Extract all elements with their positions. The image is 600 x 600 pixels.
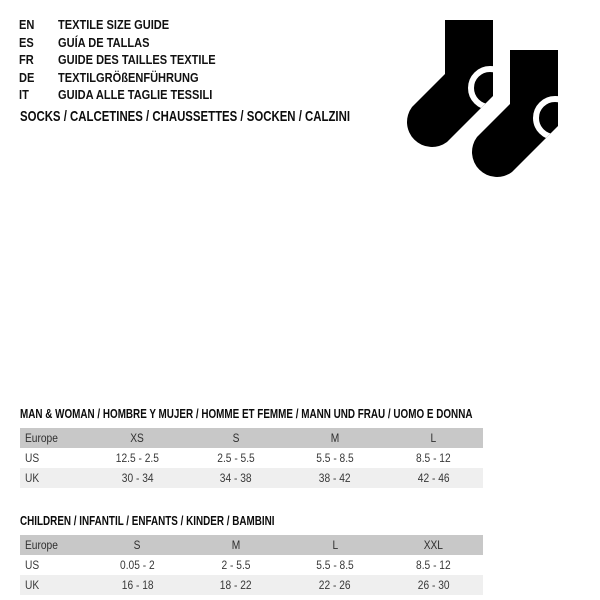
header-cell-region: Europe [25,431,58,445]
row-label: UK [25,471,40,485]
header-cell-size: S [133,538,141,552]
language-label: GUÍA DE TALLAS [58,34,150,50]
size-cell: 2 - 5.5 [221,558,251,572]
size-cell: 0.05 - 2 [120,558,155,572]
language-row-fr [19,51,243,69]
table-row-uk [20,468,483,488]
table-man-woman-title: MAN & WOMAN / HOMBRE Y MUJER / HOMME ET FEMME / MANN UND FRAU / UOMO E DONNA [20,406,473,421]
table-children-grid [20,535,483,595]
row-label: US [25,558,40,572]
table-children [20,514,483,595]
size-cell: 18 - 22 [220,578,252,592]
table-header-row [20,428,483,448]
language-row-en [19,16,243,34]
language-code: IT [19,87,29,102]
size-cell: 5.5 - 8.5 [316,451,354,465]
size-cell: 30 - 34 [121,471,154,485]
header-cell-size: L [430,431,437,445]
header-cell-size: M [330,431,340,445]
language-list [19,16,243,104]
table-row-uk [20,575,483,595]
header-cell-region: Europe [25,538,58,552]
table-row-us [20,448,483,468]
category-title: SOCKS / CALCETINES / CHAUSSETTES / SOCKEN / CALZINI [20,108,350,125]
header-cell-size: L [332,538,338,552]
size-cell: 5.5 - 8.5 [316,558,354,572]
language-code: FR [19,52,34,67]
size-cell: 8.5 - 12 [416,451,451,465]
language-code: EN [19,17,35,32]
language-code: DE [19,69,35,85]
size-cell: 2.5 - 5.5 [217,451,255,465]
socks-icon [400,0,580,200]
header-cell-size: XS [130,431,145,445]
table-header-row [20,535,483,555]
header-cell-size: XXL [423,538,444,552]
size-cell: 26 - 30 [417,578,450,592]
language-row-es [19,34,243,52]
table-row-us [20,555,483,575]
language-label: TEXTILE SIZE GUIDE [58,17,170,32]
language-label: TEXTILGRÖßENFÜHRUNG [58,69,199,85]
table-children-title: CHILDREN / INFANTIL / ENFANTS / KINDER / BAMBINI [20,513,275,528]
language-label: GUIDA ALLE TAGLIE TESSILI [58,87,213,102]
header-cell-size: S [232,431,240,445]
row-label: US [25,451,40,465]
table-man-woman [20,407,483,488]
language-code: ES [19,34,34,50]
header-cell-size: M [231,538,241,552]
size-cell: 38 - 42 [318,471,351,485]
size-cell: 12.5 - 2.5 [115,451,159,465]
size-cell: 8.5 - 12 [416,558,451,572]
size-cell: 42 - 46 [417,471,450,485]
language-row-it [19,86,243,104]
table-man-woman-grid [20,428,483,488]
size-cell: 16 - 18 [121,578,154,592]
size-cell: 34 - 38 [220,471,252,485]
language-label: GUIDE DES TAILLES TEXTILE [58,52,216,67]
language-row-de [19,69,243,87]
row-label: UK [25,578,40,592]
size-cell: 22 - 26 [318,578,351,592]
